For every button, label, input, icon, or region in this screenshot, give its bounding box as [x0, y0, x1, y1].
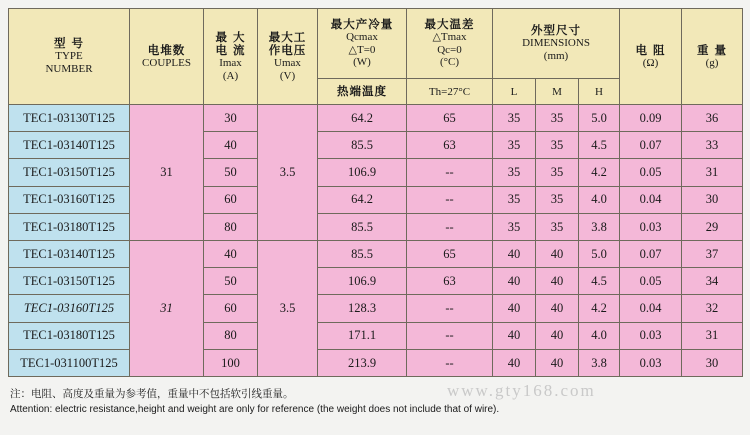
l-cell: 40	[493, 268, 536, 295]
h-cell: 3.8	[579, 349, 620, 376]
table-row	[9, 105, 743, 132]
couples-cell: 31	[130, 240, 204, 376]
m-cell: 40	[536, 322, 579, 349]
tmax-cell: --	[407, 295, 493, 322]
imax-cell: 40	[204, 240, 258, 267]
l-cell: 35	[493, 159, 536, 186]
r-cell: 0.05	[620, 159, 682, 186]
tmax-cell: 63	[407, 132, 493, 159]
m-cell: 35	[536, 132, 579, 159]
table-row	[9, 159, 743, 186]
qcmax-cell: 64.2	[318, 105, 407, 132]
qcmax-cell: 128.3	[318, 295, 407, 322]
qcmax-cell: 64.2	[318, 186, 407, 213]
tmax-cell: 65	[407, 105, 493, 132]
r-cell: 0.05	[620, 268, 682, 295]
tmax-cell: --	[407, 186, 493, 213]
m-cell: 40	[536, 240, 579, 267]
table-row	[9, 322, 743, 349]
m-cell: 40	[536, 349, 579, 376]
h-cell: 5.0	[579, 105, 620, 132]
header-tmax: 最大温差 △Tmax Qc=0 (°C)	[407, 9, 493, 79]
table-row	[9, 213, 743, 240]
tmax-cell: --	[407, 349, 493, 376]
h-cell: 4.2	[579, 159, 620, 186]
qcmax-cell: 106.9	[318, 159, 407, 186]
model-cell: TEC1-03160T125	[9, 295, 130, 322]
g-cell: 30	[682, 186, 743, 213]
tmax-cell: --	[407, 213, 493, 240]
note-chinese: 注：电阻、高度及重量为参考值，重量中不包括软引线重量。	[10, 388, 294, 400]
note-english: Attention: electric resistance,height and weight are only for reference (the weight does not include that of wire).	[10, 404, 500, 415]
header-type-number: 型 号 TYPE NUMBER	[9, 9, 130, 105]
g-cell: 32	[682, 295, 743, 322]
header-couples: 电堆数 COUPLES	[130, 9, 204, 105]
header-dim-m: M	[536, 79, 579, 105]
model-cell: TEC1-03180T125	[9, 213, 130, 240]
header-qcmax: 最大产冷量 Qcmax △T=0 (W)	[318, 9, 407, 79]
model-cell: TEC1-03140T125	[9, 132, 130, 159]
r-cell: 0.03	[620, 322, 682, 349]
imax-cell: 60	[204, 295, 258, 322]
umax-cell: 3.5	[258, 105, 318, 241]
model-cell: TEC1-03130T125	[9, 105, 130, 132]
spec-table-body	[9, 105, 743, 377]
r-cell: 0.07	[620, 132, 682, 159]
l-cell: 35	[493, 132, 536, 159]
m-cell: 35	[536, 186, 579, 213]
m-cell: 40	[536, 268, 579, 295]
g-cell: 29	[682, 213, 743, 240]
header-resistance: 电 阻 (Ω)	[620, 9, 682, 105]
g-cell: 37	[682, 240, 743, 267]
r-cell: 0.04	[620, 295, 682, 322]
g-cell: 31	[682, 159, 743, 186]
r-cell: 0.07	[620, 240, 682, 267]
tmax-cell: --	[407, 322, 493, 349]
h-cell: 4.5	[579, 268, 620, 295]
notes	[10, 386, 740, 418]
h-cell: 3.8	[579, 213, 620, 240]
model-cell: TEC1-03140T125	[9, 240, 130, 267]
imax-cell: 60	[204, 186, 258, 213]
tmax-cell: --	[407, 159, 493, 186]
header-weight: 重 量 (g)	[682, 9, 743, 105]
header-hot-side-label: 热端温度	[318, 79, 407, 105]
r-cell: 0.04	[620, 186, 682, 213]
qcmax-cell: 171.1	[318, 322, 407, 349]
g-cell: 33	[682, 132, 743, 159]
imax-cell: 100	[204, 349, 258, 376]
h-cell: 4.0	[579, 186, 620, 213]
table-row	[9, 349, 743, 376]
header-umax: 最大工 作电压 Umax (V)	[258, 9, 318, 105]
l-cell: 35	[493, 105, 536, 132]
l-cell: 40	[493, 295, 536, 322]
watermark: www.gty168.com	[447, 381, 596, 400]
qcmax-cell: 85.5	[318, 132, 407, 159]
r-cell: 0.03	[620, 213, 682, 240]
h-cell: 5.0	[579, 240, 620, 267]
tec-spec-table	[8, 8, 743, 377]
header-hot-side-value: Th=27°C	[407, 79, 493, 105]
l-cell: 35	[493, 213, 536, 240]
g-cell: 30	[682, 349, 743, 376]
table-row	[9, 268, 743, 295]
g-cell: 31	[682, 322, 743, 349]
table-row	[9, 295, 743, 322]
imax-cell: 50	[204, 268, 258, 295]
l-cell: 40	[493, 349, 536, 376]
m-cell: 35	[536, 159, 579, 186]
model-cell: TEC1-03150T125	[9, 268, 130, 295]
r-cell: 0.03	[620, 349, 682, 376]
imax-cell: 80	[204, 322, 258, 349]
m-cell: 40	[536, 295, 579, 322]
g-cell: 34	[682, 268, 743, 295]
umax-cell: 3.5	[258, 240, 318, 376]
header-dimensions: 外型尺寸 DIMENSIONS (mm)	[493, 9, 620, 79]
tmax-cell: 63	[407, 268, 493, 295]
model-cell: TEC1-031100T125	[9, 349, 130, 376]
m-cell: 35	[536, 105, 579, 132]
m-cell: 35	[536, 213, 579, 240]
tmax-cell: 65	[407, 240, 493, 267]
table-row	[9, 186, 743, 213]
h-cell: 4.0	[579, 322, 620, 349]
header-imax: 最 大 电 流 Imax (A)	[204, 9, 258, 105]
model-cell: TEC1-03180T125	[9, 322, 130, 349]
h-cell: 4.2	[579, 295, 620, 322]
qcmax-cell: 213.9	[318, 349, 407, 376]
g-cell: 36	[682, 105, 743, 132]
couples-cell: 31	[130, 105, 204, 241]
l-cell: 35	[493, 186, 536, 213]
header-dim-l: L	[493, 79, 536, 105]
l-cell: 40	[493, 240, 536, 267]
table-row	[9, 240, 743, 267]
l-cell: 40	[493, 322, 536, 349]
h-cell: 4.5	[579, 132, 620, 159]
qcmax-cell: 106.9	[318, 268, 407, 295]
imax-cell: 30	[204, 105, 258, 132]
imax-cell: 40	[204, 132, 258, 159]
model-cell: TEC1-03150T125	[9, 159, 130, 186]
model-cell: TEC1-03160T125	[9, 186, 130, 213]
qcmax-cell: 85.5	[318, 213, 407, 240]
imax-cell: 80	[204, 213, 258, 240]
imax-cell: 50	[204, 159, 258, 186]
table-row	[9, 132, 743, 159]
header-dim-h: H	[579, 79, 620, 105]
qcmax-cell: 85.5	[318, 240, 407, 267]
r-cell: 0.09	[620, 105, 682, 132]
